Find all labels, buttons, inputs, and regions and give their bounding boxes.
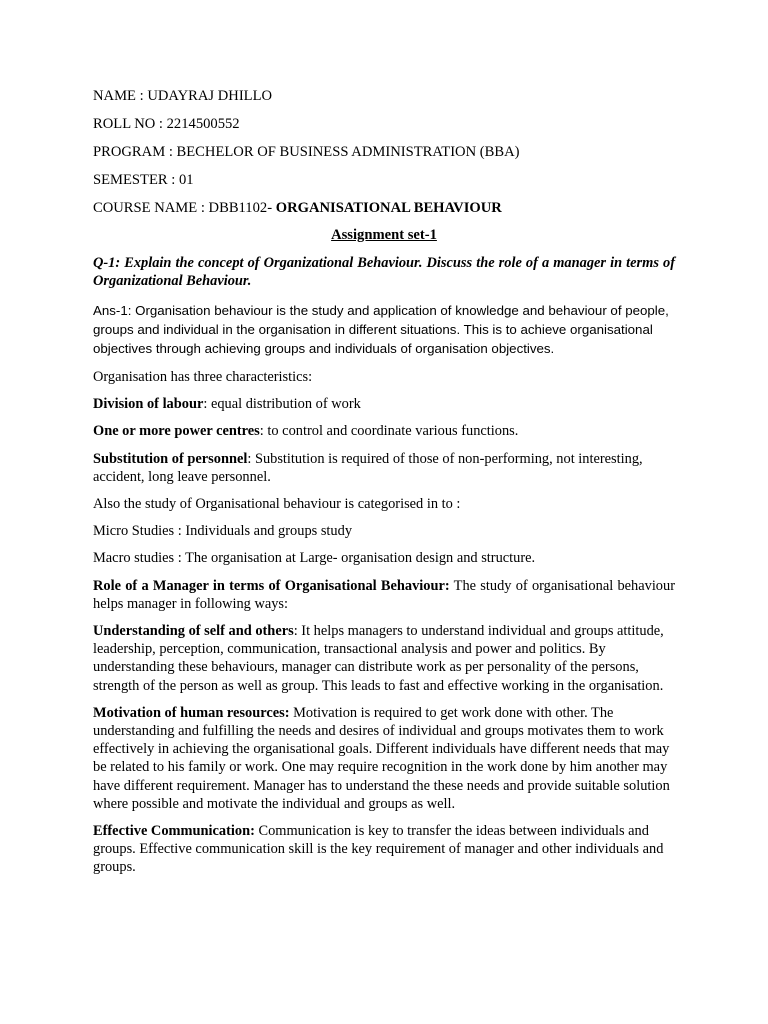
micro-studies: Micro Studies : Individuals and groups study [93, 523, 353, 540]
manager-way-item [93, 822, 675, 877]
assignment-title: Assignment set-1 [331, 227, 437, 243]
characteristics-intro: Organisation has three characteristics: [93, 369, 313, 385]
characteristic-term: One or more power centres [93, 423, 260, 440]
characteristic-item [93, 395, 675, 413]
manager-way-term: Motivation of human resources: [93, 704, 290, 721]
answer-text: Ans-1: Organisation behaviour is the study and application of knowledge and behaviour of people, groups and individual in the organisation in different situations. This is to achieve organisational objectives through achieving groups and individuals of organisation objectives. [93, 303, 669, 356]
semester: SEMESTER : 01 [93, 172, 194, 188]
question-text: Q-1: Explain the concept of Organizational Behaviour. Discuss the role of a manager in terms of Organizational Behaviour. [93, 255, 675, 289]
course-name-prefix: COURSE NAME : DBB1102- [93, 200, 276, 216]
macro-studies: Macro studies : The organisation at Large- organisation design and structure. [93, 550, 536, 567]
manager-role [93, 577, 675, 613]
student-name: NAME : UDAYRAJ DHILLO [93, 88, 273, 104]
characteristic-text: : to control and coordinate various functions. [259, 423, 519, 440]
manager-role-term: Role of a Manager in terms of Organisational Behaviour: [93, 577, 450, 594]
study-intro: Also the study of Organisational behaviour is categorised in to : [93, 496, 461, 513]
characteristic-term: Substitution of personnel [93, 450, 248, 467]
manager-way-term: Understanding of self and others [93, 623, 294, 640]
characteristic-item [93, 422, 675, 440]
manager-way-text: Motivation is required to get work done with other. The understanding and fulfilling the needs and desires of individual and groups motivates them to work effectively in achieving the organisational goals. Different individuals have different needs that may be related to his family or work. One may require recognition in the work done by him another may have different requirement. Manager has to understand the these needs and provide suitable solution where possible and motivate the individual and groups as well. [93, 704, 670, 812]
manager-way-text: Communication is key to transfer the ideas between individuals and groups. Effective communication skill is the key requirement of manager and other individuals and groups. [93, 823, 664, 876]
characteristic-text: : Substitution is required of those of non-performing, not interesting, accident, long leave personnel. [93, 450, 643, 485]
characteristic-item [93, 450, 675, 486]
characteristic-term: Division of labour [93, 396, 204, 413]
manager-way-item [93, 704, 675, 813]
manager-way-item [93, 622, 675, 695]
manager-role-text: The study of organisational behaviour helps manager in following ways: [93, 577, 675, 612]
roll-number: ROLL NO : 2214500552 [93, 116, 240, 132]
manager-way-text: : It helps managers to understand individual and groups attitude, leadership, perception, communication, transactional analysis and power and politics. By understanding these behaviours, manager can distribute work as per personality of the persons, strength of the person as well as group. This leads to fast and effective working in the organisation. [93, 623, 664, 694]
course-name-title: ORGANISATIONAL BEHAVIOUR [275, 200, 502, 216]
characteristic-text: : equal distribution of work [203, 396, 361, 413]
program: PROGRAM : BECHELOR OF BUSINESS ADMINISTRATION (BBA) [93, 144, 520, 160]
manager-way-term: Effective Communication: [93, 823, 255, 840]
course-name [93, 199, 502, 217]
document-body [93, 254, 675, 877]
